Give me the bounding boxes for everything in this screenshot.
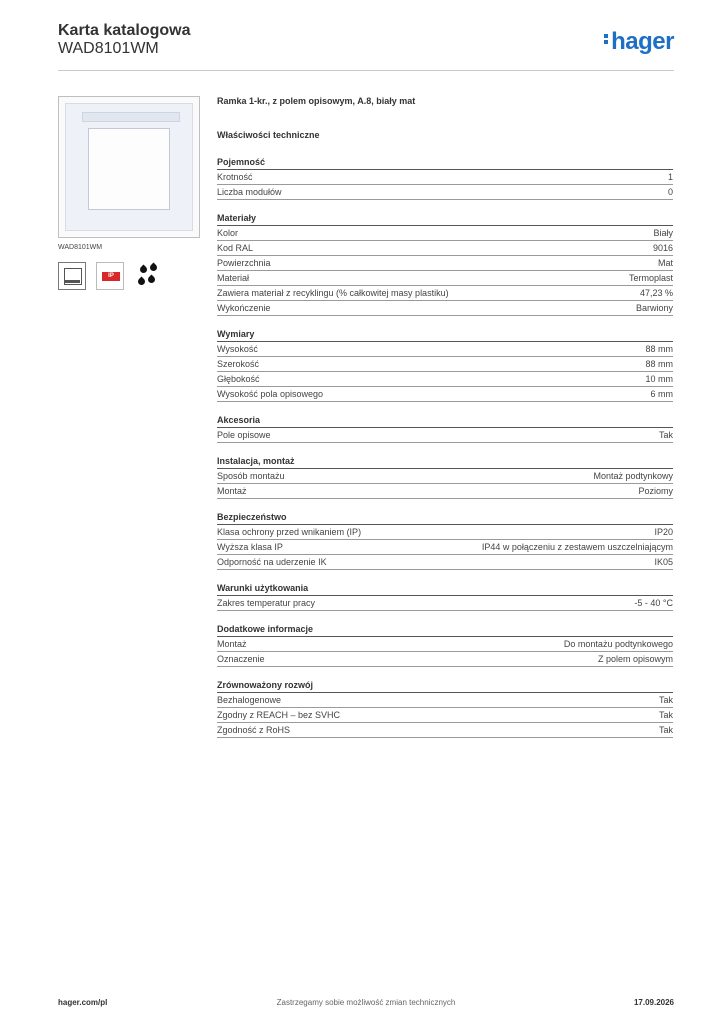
product-image (58, 96, 200, 238)
spec-row (217, 540, 673, 555)
product-title: Ramka 1-kr., z polem opisowym, A.8, biały mat (217, 96, 416, 106)
spec-value: 10 mm (645, 374, 673, 384)
image-caption: WAD8101WM (58, 244, 103, 251)
spec-group (217, 582, 673, 611)
spec-value: Barwiony (635, 303, 673, 313)
spec-row (217, 342, 673, 357)
spec-row (217, 469, 673, 484)
spec-group-title: Instalacja, montaż (217, 455, 673, 469)
spec-value: Tak (658, 430, 673, 440)
spec-label: Materiał (217, 273, 250, 283)
spec-value: -5 - 40 °C (634, 598, 673, 608)
spec-value: 9016 (652, 243, 673, 253)
spec-label: Wysokość (217, 344, 258, 354)
spec-row (217, 525, 673, 540)
spec-content (217, 96, 673, 738)
spec-group (217, 328, 673, 402)
spec-label: Bezhalogenowe (217, 695, 282, 705)
spec-row (217, 693, 673, 708)
frame-label-field (82, 112, 180, 122)
flush-mount-icon (58, 262, 86, 290)
spec-row (217, 286, 673, 301)
spec-label: Pole opisowe (217, 430, 271, 440)
spec-label: Zgodny z REACH – bez SVHC (217, 710, 341, 720)
spec-row (217, 723, 673, 738)
spec-value: Mat (657, 258, 673, 268)
spec-group (217, 679, 673, 738)
spec-value: Montaż podtynkowy (593, 471, 673, 481)
spec-group-title: Bezpieczeństwo (217, 511, 673, 525)
spec-value: IP44 w połączeniu z zestawem uszczelniającym (481, 542, 673, 552)
spec-row (217, 428, 673, 443)
spec-label: Sposób montażu (217, 471, 285, 481)
frame-outer (65, 103, 193, 231)
spec-label: Wyższa klasa IP (217, 542, 283, 552)
footer-date: 17.09.2026 (633, 998, 674, 1007)
spec-value: 6 mm (650, 389, 673, 399)
spec-value: Tak (658, 710, 673, 720)
spec-group (217, 414, 673, 443)
logo-dots-icon (604, 32, 609, 46)
spec-label: Odporność na uderzenie IK (217, 557, 327, 567)
footer-notice: Zastrzegamy sobie możliwość zmian technicznych (276, 998, 456, 1007)
spec-row (217, 170, 673, 185)
spec-row (217, 256, 673, 271)
spec-group (217, 455, 673, 499)
spec-label: Wysokość pola opisowego (217, 389, 323, 399)
section-title: Właściwości techniczne (217, 130, 320, 140)
spec-group-title: Warunki użytkowania (217, 582, 673, 596)
product-code: WAD8101WM (58, 40, 159, 57)
spec-group-title: Zrównoważony rozwój (217, 679, 673, 693)
spec-row (217, 372, 673, 387)
spec-value: Do montażu podtynkowego (563, 639, 673, 649)
spec-label: Zgodność z RoHS (217, 725, 291, 735)
spec-label: Kolor (217, 228, 239, 238)
spec-value: Z polem opisowym (597, 654, 673, 664)
spec-row (217, 226, 673, 241)
spec-value: Termoplast (628, 273, 673, 283)
spec-value: Tak (658, 695, 673, 705)
spec-row (217, 271, 673, 286)
spec-label: Krotność (217, 172, 253, 182)
spec-group-title: Materiały (217, 212, 673, 226)
spec-row (217, 484, 673, 499)
spec-row (217, 387, 673, 402)
spec-value: 47,23 % (639, 288, 673, 298)
spec-group-title: Dodatkowe informacje (217, 623, 673, 637)
spec-value: Poziomy (638, 486, 673, 496)
spec-label: Głębokość (217, 374, 260, 384)
spec-group (217, 212, 673, 316)
spec-row (217, 357, 673, 372)
spec-group-title: Akcesoria (217, 414, 673, 428)
spec-row (217, 637, 673, 652)
spec-label: Montaż (217, 639, 247, 649)
spec-value: 1 (667, 172, 673, 182)
spec-group (217, 511, 673, 570)
ip-rating-badge-icon (96, 262, 124, 290)
logo-text: hager (611, 28, 674, 55)
spec-row (217, 652, 673, 667)
water-drops-icon (134, 262, 162, 290)
spec-value: IK05 (654, 557, 673, 567)
spec-group (217, 623, 673, 667)
spec-row (217, 185, 673, 200)
spec-value: Tak (658, 725, 673, 735)
spec-value: Biały (653, 228, 673, 238)
spec-row (217, 301, 673, 316)
spec-row (217, 708, 673, 723)
spec-label: Klasa ochrony przed wnikaniem (IP) (217, 527, 362, 537)
hager-logo[interactable] (604, 28, 674, 56)
ip-badge-text: IP (102, 272, 120, 281)
spec-label: Szerokość (217, 359, 260, 369)
footer-website[interactable]: hager.com/pl (58, 998, 108, 1007)
spec-label: Zawiera materiał z recyklingu (% całkowitej masy plastiku) (217, 288, 449, 298)
spec-label: Kod RAL (217, 243, 254, 253)
spec-label: Wykończenie (217, 303, 271, 313)
spec-label: Liczba modułów (217, 187, 282, 197)
spec-label: Zakres temperatur pracy (217, 598, 316, 608)
frame-opening (88, 128, 170, 210)
spec-label: Powierzchnia (217, 258, 271, 268)
spec-group-title: Wymiary (217, 328, 673, 342)
spec-group-title: Pojemność (217, 156, 673, 170)
spec-group (217, 156, 673, 200)
document-title: Karta katalogowa (58, 22, 191, 39)
spec-value: 88 mm (645, 359, 673, 369)
spec-row (217, 241, 673, 256)
spec-row (217, 596, 673, 611)
spec-value: 0 (667, 187, 673, 197)
spec-label: Oznaczenie (217, 654, 265, 664)
spec-label: Montaż (217, 486, 247, 496)
spec-groups (217, 156, 673, 738)
spec-value: IP20 (654, 527, 673, 537)
spec-row (217, 555, 673, 570)
header-divider (58, 70, 674, 71)
spec-value: 88 mm (645, 344, 673, 354)
